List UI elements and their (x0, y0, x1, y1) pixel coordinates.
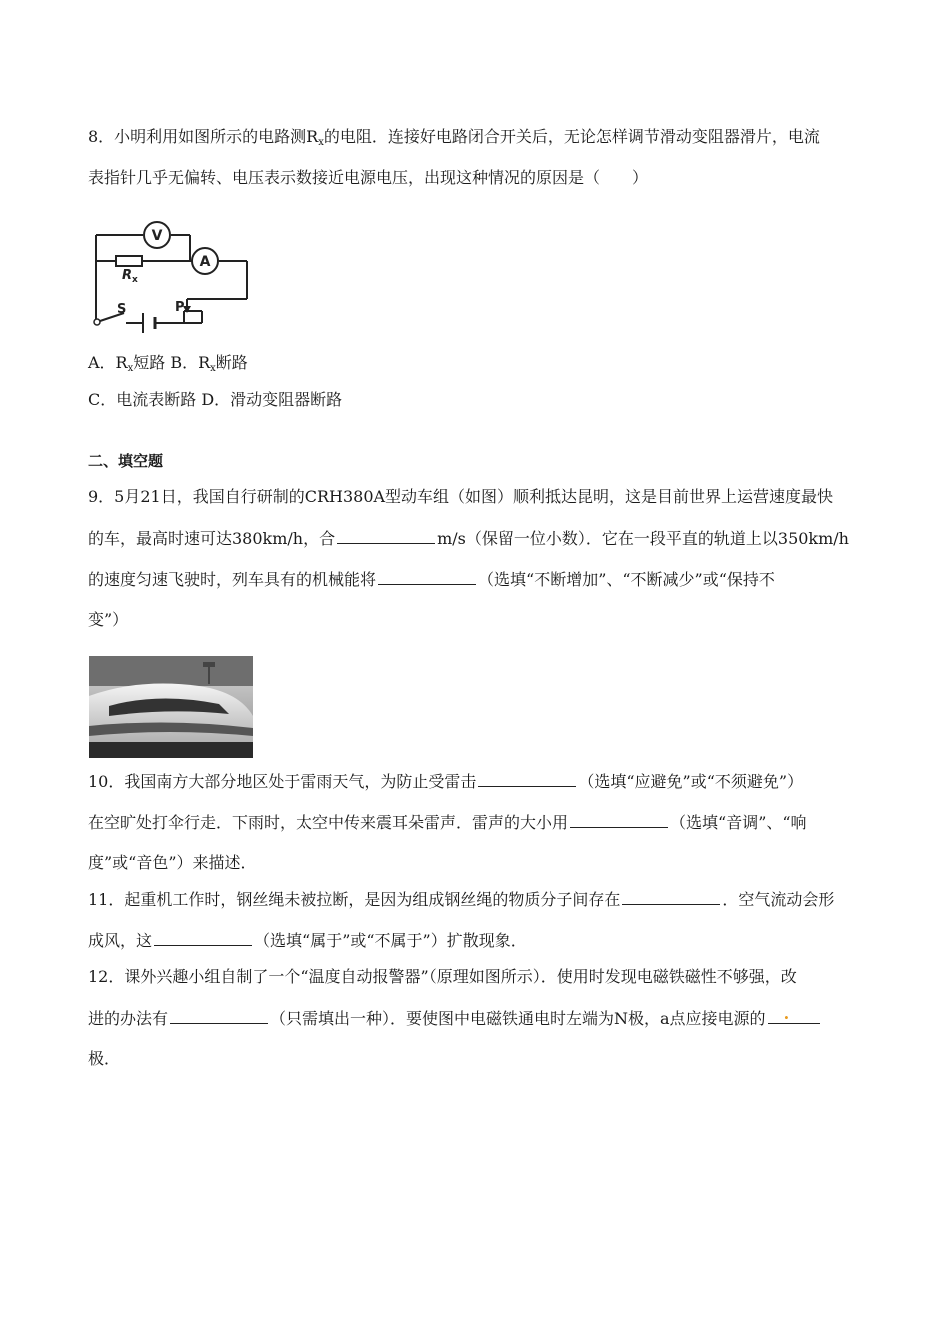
q9-line-2: 的车，最高时速可达380km/h，合 m/s（保留一位小数）．它在一段平直的轨道上以350km/h (88, 529, 849, 548)
q12-line-3: 极． (88, 1049, 121, 1068)
resistor-label: R (122, 268, 133, 283)
switch-contact-icon (94, 319, 100, 325)
voltmeter-label: V (151, 228, 163, 244)
circuit-diagram (86, 213, 254, 335)
answer-blank[interactable] (768, 1004, 820, 1024)
q8-stem-line-2: 表指针几乎无偏转、电压表示数接近电源电压，出现这种情况的原因是（ ） (88, 168, 649, 187)
q10-line-2: 在空旷处打伞行走．下雨时，太空中传来震耳朵雷声．雷声的大小用 （选填“音调”、“响 (88, 813, 807, 832)
q11-line-2: 成风，这 （选填“属于”或“不属于”）扩散现象． (88, 931, 527, 950)
answer-blank[interactable] (378, 568, 476, 585)
answer-blank[interactable] (570, 811, 668, 828)
switch-label: S (117, 302, 127, 317)
q9-line-1: 9．5月21日，我国自行研制的CRH380A型动车组（如图）顺利抵达昆明，这是目前世界上运营速度最快 (88, 487, 834, 506)
answer-blank[interactable] (478, 770, 576, 787)
train-photo (89, 656, 253, 758)
answer-blank[interactable] (337, 527, 435, 544)
highlight-dot: . (783, 1004, 790, 1023)
q10-line-3: 度”或“音色”）来描述． (88, 853, 257, 872)
q9-line-4: 变”） (88, 610, 129, 629)
q11-line-1: 11．起重机工作时，钢丝绳未被拉断，是因为组成钢丝绳的物质分子间存在 ．空气流动会形 (88, 890, 835, 909)
answer-blank[interactable] (170, 1007, 268, 1024)
q9-line-3: 的速度匀速飞驶时，列车具有的机械能将 （选填“不断增加”、“不断减少”或“保持不 (88, 570, 775, 589)
q8-stem-line-1: 8．小明利用如图所示的电路测Rx的电阻．连接好电路闭合开关后，无论怎样调节滑动变阻器滑片，电流 (88, 127, 820, 148)
q12-line-1: 12．课外兴趣小组自制了一个“温度自动报警器”（原理如图所示）．使用时发现电磁铁磁性不够强，改 (88, 967, 797, 986)
q10-line-1: 10．我国南方大部分地区处于雷雨天气，为防止受雷击 （选填“应避免”或“不须避免”） (88, 772, 804, 791)
section-heading: 二、填空题 (88, 452, 164, 470)
subscript-x: x (318, 137, 324, 148)
q12-line-2: 进的办法有 （只需填出一种）．要使图中电磁铁通电时左端为N极，a点应接电源的 . (88, 1007, 822, 1030)
answer-blank[interactable] (622, 888, 720, 905)
resistor-subscript: x (132, 275, 138, 285)
resistor-symbol (116, 256, 142, 266)
ammeter-label: A (199, 254, 211, 270)
q8-option-ab: A．Rx短路 B．Rx断路 (88, 353, 248, 374)
slider-label: P (175, 300, 185, 315)
q8-option-cd: C．电流表断路 D．滑动变阻器断路 (88, 390, 343, 409)
answer-blank[interactable] (154, 929, 252, 946)
